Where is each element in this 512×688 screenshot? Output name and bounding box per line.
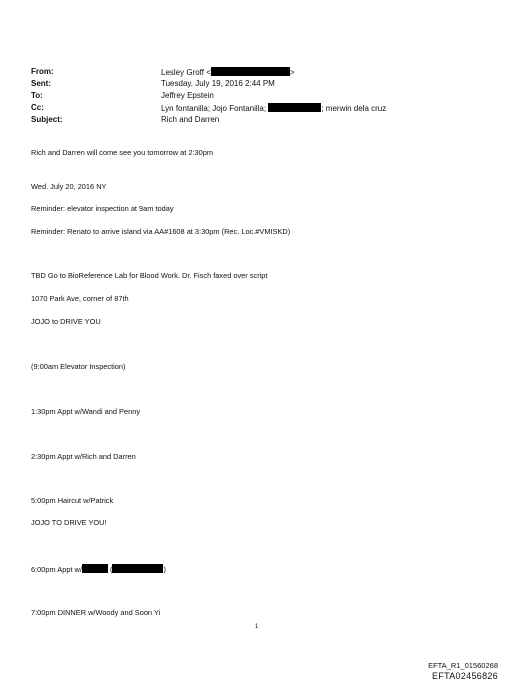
redaction-box <box>268 103 321 112</box>
body-line: 6:00pm Appt w/ ( ) <box>31 565 166 574</box>
bates-stamp-top: EFTA_R1_01560268 <box>428 661 498 670</box>
body-line: 5:00pm Haircut w/Patrick <box>31 496 114 505</box>
body-line: 7:00pm DINNER w/Woody and Soon Yi <box>31 608 161 617</box>
redaction-box <box>112 564 163 573</box>
cc-value: Lyn fontanilla; Jojo Fontanilla; ; merwin dela cruz <box>161 104 387 113</box>
to-value: Jeffrey Epstein <box>161 91 214 100</box>
from-value: Lesley Groff < > <box>161 68 295 77</box>
subject-value: Rich and Darren <box>161 115 220 124</box>
from-label: From: <box>31 67 54 76</box>
body-line: 2:30pm Appt w/Rich and Darren <box>31 452 136 461</box>
body-line: TBD Go to BioReference Lab for Blood Work. Dr. Fisch faxed over script <box>31 271 268 280</box>
bates-stamp-bottom: EFTA02456826 <box>432 671 498 681</box>
body-line: Wed. July 20, 2016 NY <box>31 182 107 191</box>
body-line: Reminder: Renato to arrive island via AA#1608 at 3:30pm (Rec. Loc.#VMISKD) <box>31 227 291 236</box>
body-line: JOJO to DRIVE YOU <box>31 317 101 326</box>
redaction-box <box>211 67 290 76</box>
body-line: 1070 Park Ave, corner of 87th <box>31 294 129 303</box>
body-line: Rich and Darren will come see you tomorrow at 2:30pm <box>31 148 213 157</box>
body-line: 1:30pm Appt w/Wandi and Penny <box>31 407 141 416</box>
body-line: (9:00am Elevator Inspection) <box>31 362 126 371</box>
page-number: 1 <box>255 624 259 630</box>
body-line: JOJO TO DRIVE YOU! <box>31 518 107 527</box>
cc-label: Cc: <box>31 103 44 112</box>
subject-label: Subject: <box>31 115 63 124</box>
sent-value: Tuesday, July 19, 2016 2:44 PM <box>161 79 275 88</box>
sent-label: Sent: <box>31 79 51 88</box>
redaction-box <box>82 564 108 573</box>
to-label: To: <box>31 91 43 100</box>
body-line: Reminder: elevator inspection at 9am today <box>31 204 174 213</box>
